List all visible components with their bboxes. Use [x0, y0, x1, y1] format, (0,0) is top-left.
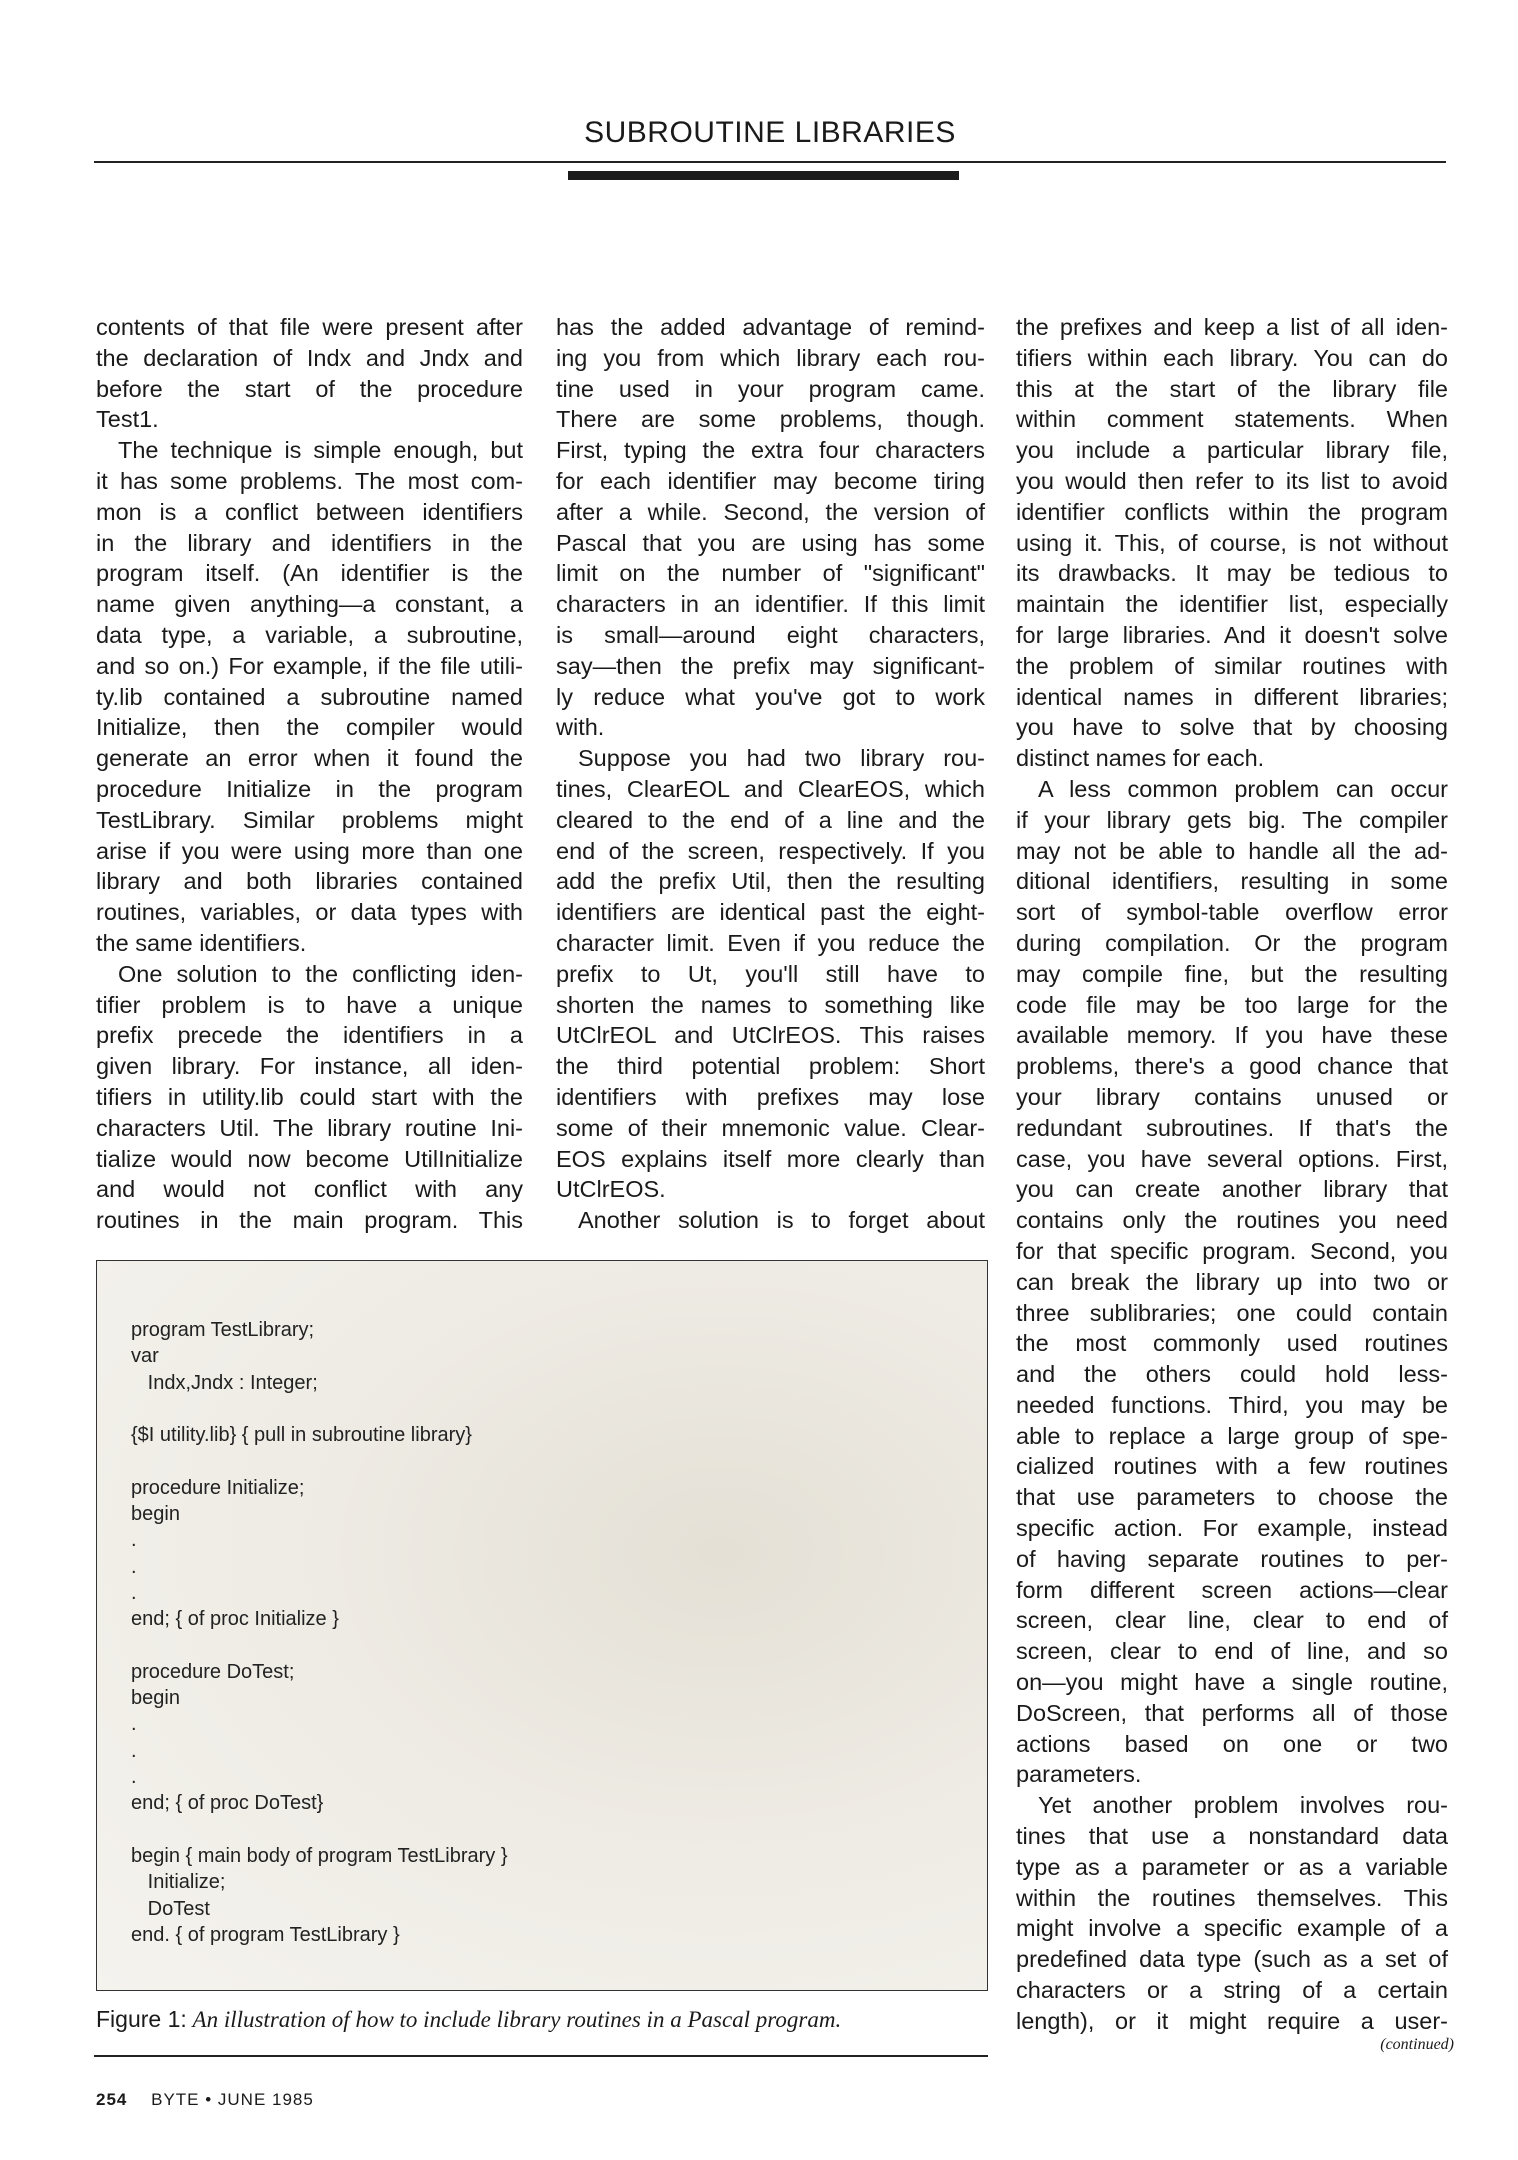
- code-line: procedure DoTest;: [131, 1660, 295, 1683]
- text-line: its drawbacks. It may be tedious to: [1016, 560, 1448, 587]
- text-line: character limit. Even if you reduce the: [556, 929, 985, 956]
- text-line: identifiers are identical past the eight-: [556, 899, 985, 926]
- text-column-2: [556, 312, 985, 1236]
- page-footer: [96, 2090, 314, 2110]
- text-line: ty.lib contained a subroutine named: [96, 683, 523, 710]
- text-line: length), or it might require a user-: [1016, 2007, 1448, 2034]
- text-line: some of their mnemonic value. Clear-: [556, 1114, 985, 1141]
- text-line: One solution to the conflicting iden-: [118, 960, 523, 987]
- text-line: identifiers with prefixes may lose: [556, 1083, 985, 1110]
- text-line: characters in an identifier. If this limit: [556, 591, 985, 618]
- text-line: distinct names for each.: [1016, 745, 1265, 772]
- continued-note: (continued): [1380, 2036, 1454, 2053]
- text-line: type as a parameter or as a variable: [1016, 1853, 1448, 1880]
- code-line: [131, 1633, 508, 1659]
- code-line: begin { main body of program TestLibrary }: [131, 1844, 508, 1867]
- text-line: and the others could hold less-: [1016, 1361, 1448, 1388]
- text-line: cialized routines with a few routines: [1016, 1453, 1448, 1480]
- page-number: 254: [96, 2090, 128, 2109]
- text-line: UtClrEOS.: [556, 1176, 666, 1203]
- text-line: it has some problems. The most com-: [96, 467, 523, 494]
- text-line: shorten the names to something like: [556, 991, 985, 1018]
- header-rule: [94, 161, 1446, 163]
- text-line: say—then the prefix may significant-: [556, 652, 985, 679]
- text-line: First, typing the extra four characters: [556, 437, 985, 464]
- text-line: after a while. Second, the version of: [556, 498, 985, 525]
- text-line: using it. This, of course, is not without: [1016, 529, 1448, 556]
- text-line: code file may be too large for the: [1016, 991, 1448, 1018]
- text-column-1: [96, 312, 523, 1236]
- text-line: maintain the identifier list, especially: [1016, 591, 1448, 618]
- text-line: generate an error when it found the: [96, 745, 523, 772]
- text-line: within the routines themselves. This: [1016, 1884, 1448, 1911]
- text-line: able to replace a large group of spe-: [1016, 1422, 1448, 1449]
- running-header: SUBROUTINE LIBRARIES: [584, 116, 956, 149]
- figure-caption-text: An illustration of how to include library routines in a Pascal program.: [192, 2007, 842, 2032]
- text-line: within comment statements. When: [1016, 406, 1448, 433]
- text-column-3: [1016, 312, 1448, 2037]
- text-line: if your library gets big. The compiler: [1016, 806, 1448, 833]
- figure-label: Figure 1:: [96, 2006, 187, 2032]
- text-line: three sublibraries; one could contain: [1016, 1299, 1448, 1326]
- text-line: tine used in your program came.: [556, 375, 985, 402]
- text-line: may compile fine, but the resulting: [1016, 960, 1448, 987]
- text-line: Initialize, then the compiler would: [96, 714, 523, 741]
- text-line: the most commonly used routines: [1016, 1330, 1448, 1357]
- code-line: begin: [131, 1687, 180, 1710]
- pascal-code-listing: [131, 1317, 508, 1948]
- code-line: var: [131, 1345, 159, 1368]
- text-line: ly reduce what you've got to work: [556, 683, 985, 710]
- code-line: .: [131, 1713, 137, 1736]
- text-line: the problem of similar routines with: [1016, 652, 1448, 679]
- text-line: tialize would now become UtilInitialize: [96, 1145, 523, 1172]
- text-line: the same identifiers.: [96, 929, 307, 956]
- text-line: the prefixes and keep a list of all iden-: [1016, 314, 1448, 340]
- text-line: identical names in different libraries;: [1016, 683, 1448, 710]
- text-line: contents of that file were present after: [96, 314, 523, 340]
- text-line: Suppose you had two library rou-: [578, 745, 985, 772]
- code-line: [131, 1448, 508, 1474]
- text-line: limit on the number of "significant": [556, 560, 985, 587]
- text-line: Pascal that you are using has some: [556, 529, 985, 556]
- text-line: procedure Initialize in the program: [96, 775, 523, 802]
- code-line: end. { of program TestLibrary }: [131, 1923, 400, 1946]
- text-line: Test1.: [96, 406, 159, 433]
- code-line: begin: [131, 1503, 180, 1526]
- text-line: for large libraries. And it doesn't solve: [1016, 621, 1448, 648]
- code-line: procedure Initialize;: [131, 1476, 305, 1499]
- text-line: on—you might have a single routine,: [1016, 1669, 1448, 1696]
- code-line: [131, 1817, 508, 1843]
- text-line: characters or a string of a certain: [1016, 1977, 1448, 2004]
- code-line: .: [131, 1581, 137, 1604]
- text-line: routines in the main program. This: [96, 1207, 523, 1234]
- text-line: and so on.) For example, if the file utili-: [96, 652, 523, 679]
- code-line: Initialize;: [131, 1871, 226, 1894]
- text-line: contains only the routines you need: [1016, 1207, 1448, 1234]
- header-bar: [568, 171, 959, 180]
- text-line: There are some problems, though.: [556, 406, 985, 433]
- text-line: you would then refer to its list to avoid: [1016, 467, 1448, 494]
- text-line: Yet another problem involves rou-: [1038, 1792, 1448, 1819]
- text-line: you can create another library that: [1016, 1176, 1448, 1203]
- text-line: program itself. (An identifier is the: [96, 560, 523, 587]
- text-line: in the library and identifiers in the: [96, 529, 523, 556]
- text-line: during compilation. Or the program: [1016, 929, 1448, 956]
- text-line: redundant subroutines. If that's the: [1016, 1114, 1448, 1141]
- publication-info: BYTE • JUNE 1985: [151, 2090, 314, 2109]
- code-line: .: [131, 1739, 137, 1762]
- text-line: data type, a variable, a subroutine,: [96, 621, 523, 648]
- text-line: might involve a specific example of a: [1016, 1915, 1448, 1942]
- text-line: specific action. For example, instead: [1016, 1515, 1448, 1542]
- text-line: screen, clear line, clear to end of: [1016, 1607, 1448, 1634]
- text-line: cleared to the end of a line and the: [556, 806, 985, 833]
- text-line: your library contains unused or: [1016, 1083, 1448, 1110]
- code-line: [131, 1396, 508, 1422]
- text-line: arise if you were using more than one: [96, 837, 523, 864]
- text-line: parameters.: [1016, 1761, 1142, 1788]
- text-line: prefix to Ut, you'll still have to: [556, 960, 985, 987]
- code-line: program TestLibrary;: [131, 1319, 315, 1341]
- text-line: is small—around eight characters,: [556, 621, 985, 648]
- code-line: {$I utility.lib} { pull in subroutine library}: [131, 1424, 472, 1447]
- text-line: tifier problem is to have a unique: [96, 991, 523, 1018]
- code-line: .: [131, 1766, 137, 1789]
- text-line: has the added advantage of remind-: [556, 314, 985, 340]
- text-line: can break the library up into two or: [1016, 1268, 1448, 1295]
- text-line: UtClrEOL and UtClrEOS. This raises: [556, 1022, 985, 1049]
- text-line: end of the screen, respectively. If you: [556, 837, 985, 864]
- text-line: A less common problem can occur: [1038, 775, 1448, 802]
- text-line: tines, ClearEOL and ClearEOS, which: [556, 775, 985, 802]
- text-line: and would not conflict with any: [96, 1176, 523, 1203]
- code-line: Indx,Jndx : Integer;: [131, 1371, 318, 1394]
- text-line: problems, there's a good chance that: [1016, 1053, 1448, 1080]
- code-line: end; { of proc Initialize }: [131, 1608, 339, 1631]
- text-line: screen, clear to end of line, and so: [1016, 1638, 1448, 1665]
- code-line: end; { of proc DoTest}: [131, 1792, 324, 1815]
- code-line: .: [131, 1529, 137, 1552]
- text-line: for that specific program. Second, you: [1016, 1237, 1448, 1264]
- text-line: The technique is simple enough, but: [118, 437, 523, 464]
- text-line: form different screen actions—clear: [1016, 1576, 1448, 1603]
- text-line: EOS explains itself more clearly than: [556, 1145, 985, 1172]
- text-line: may not be able to handle all the ad-: [1016, 837, 1448, 864]
- text-line: library and both libraries contained: [96, 868, 523, 895]
- figure-code-box: [96, 1260, 988, 1991]
- text-line: for each identifier may become tiring: [556, 467, 985, 494]
- text-line: available memory. If you have these: [1016, 1022, 1448, 1049]
- text-line: needed functions. Third, you may be: [1016, 1391, 1448, 1418]
- text-line: add the prefix Util, then the resulting: [556, 868, 985, 895]
- text-line: that use parameters to choose the: [1016, 1484, 1448, 1511]
- text-line: before the start of the procedure: [96, 375, 523, 402]
- text-line: you include a particular library file,: [1016, 437, 1448, 464]
- text-line: ditional identifiers, resulting in some: [1016, 868, 1448, 895]
- text-line: predefined data type (such as a set of: [1016, 1946, 1448, 1973]
- text-line: DoScreen, that performs all of those: [1016, 1699, 1448, 1726]
- text-line: prefix precede the identifiers in a: [96, 1022, 523, 1049]
- text-line: the declaration of Indx and Jndx and: [96, 344, 523, 371]
- text-line: mon is a conflict between identifiers: [96, 498, 523, 525]
- text-line: tifiers in utility.lib could start with the: [96, 1083, 523, 1110]
- figure-caption: [96, 2006, 841, 2033]
- text-line: Another solution is to forget about: [578, 1207, 985, 1234]
- text-line: you have to solve that by choosing: [1016, 714, 1448, 741]
- text-line: name given anything—a constant, a: [96, 591, 523, 618]
- text-line: sort of symbol-table overflow error: [1016, 899, 1448, 926]
- figure-rule: [94, 2055, 988, 2057]
- text-line: tifiers within each library. You can do: [1016, 344, 1448, 371]
- code-line: .: [131, 1555, 137, 1578]
- text-line: tines that use a nonstandard data: [1016, 1823, 1448, 1850]
- text-line: actions based on one or two: [1016, 1730, 1448, 1757]
- text-line: of having separate routines to per-: [1016, 1545, 1448, 1572]
- text-line: this at the start of the library file: [1016, 375, 1448, 402]
- text-line: case, you have several options. First,: [1016, 1145, 1448, 1172]
- text-line: identifier conflicts within the program: [1016, 498, 1448, 525]
- text-line: routines, variables, or data types with: [96, 899, 523, 926]
- code-line: DoTest: [131, 1897, 210, 1920]
- text-line: with.: [556, 714, 605, 741]
- text-line: TestLibrary. Similar problems might: [96, 806, 523, 833]
- text-line: ing you from which library each rou-: [556, 344, 985, 371]
- text-line: characters Util. The library routine Ini-: [96, 1114, 523, 1141]
- text-line: the third potential problem: Short: [556, 1053, 985, 1080]
- text-line: given library. For instance, all iden-: [96, 1053, 523, 1080]
